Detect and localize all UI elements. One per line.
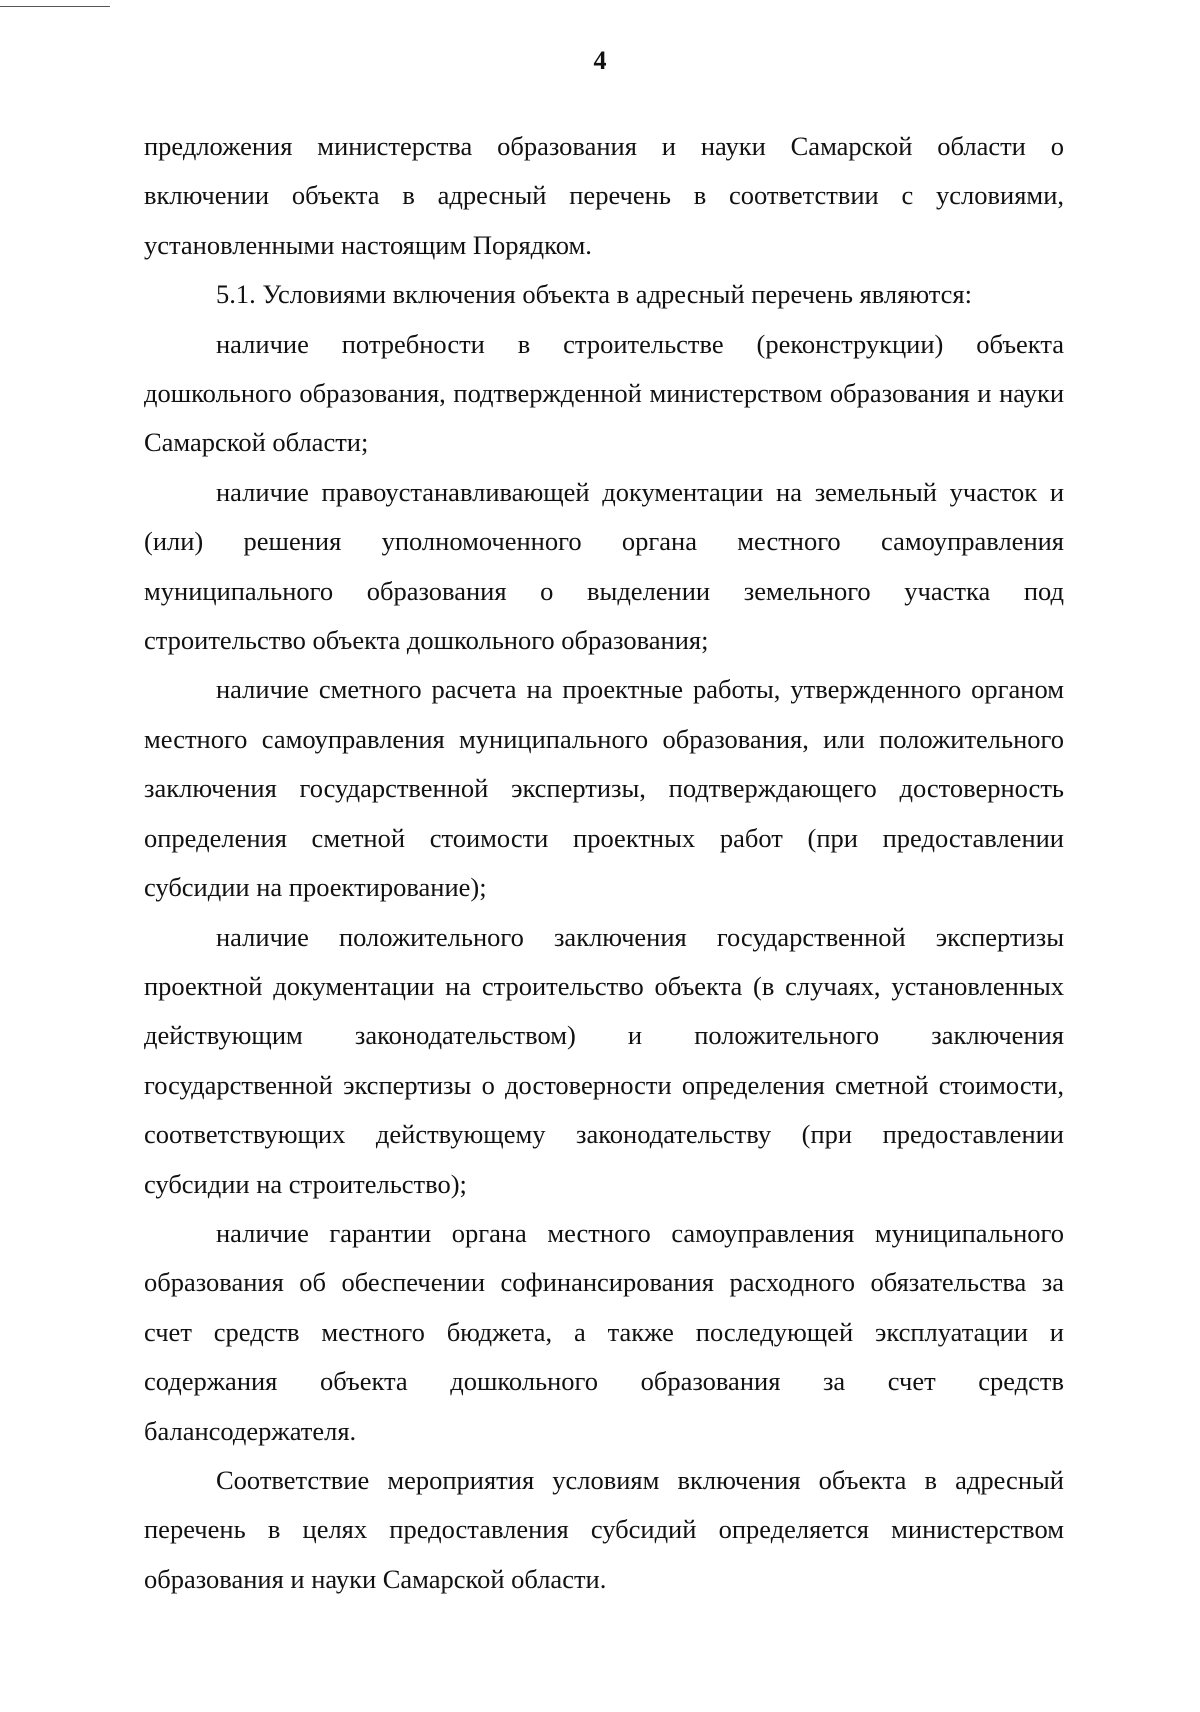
paragraph-compliance: Соответствие мероприятия условиям включения объекта в адресный перечень в целях предоставления субсидий определяется министерством образования и науки Самарской области.	[144, 1464, 1064, 1594]
paragraph-condition-need: наличие потребности в строительстве (реконструкции) объекта дошкольного образования, подтвержденной министерством образования и науки Самарской области;	[144, 328, 1064, 458]
scan-edge-line	[0, 6, 110, 7]
paragraph-condition-estimate: наличие сметного расчета на проектные работы, утвержденного органом местного самоуправления муниципального образования, или положительного заключения государственной экспертизы, подтверждающего достоверность определения сметной стоимости проектных работ (при предоставлении субсидии на проектирование);	[144, 674, 1064, 903]
paragraph-continuation: предложения министерства образования и науки Самарской области о включении объекта в адресный перечень в соответствии с условиями, установленными настоящим Порядком.	[144, 131, 1064, 260]
paragraph-condition-land-docs: наличие правоустанавливающей документации на земельный участок и (или) решения уполномоченного органа местного самоуправления муниципального образования о выделении земельного участка под строительство объекта дошкольного образования;	[144, 476, 1064, 656]
document-body	[144, 122, 1064, 1604]
page-number: 4	[593, 46, 607, 75]
paragraph-clause-5-1: 5.1. Условиями включения объекта в адресный перечень являются:	[216, 279, 972, 310]
paragraph-condition-expertise: наличие положительного заключения государственной экспертизы проектной документации на строительство объекта (в случаях, установленных действующим законодательством) и положительного заключения государственной экспертизы о достоверности определения сметной стоимости, соответствующих действующему законодательству (при предоставлении субсидии на строительство);	[144, 921, 1064, 1199]
paragraph-condition-guarantee: наличие гарантии органа местного самоуправления муниципального образования об обеспечении софинансирования расходного обязательства за счет средств местного бюджета, а также последующей эксплуатации и содержания объекта дошкольного образования за счет средств балансодержателя.	[144, 1217, 1064, 1446]
